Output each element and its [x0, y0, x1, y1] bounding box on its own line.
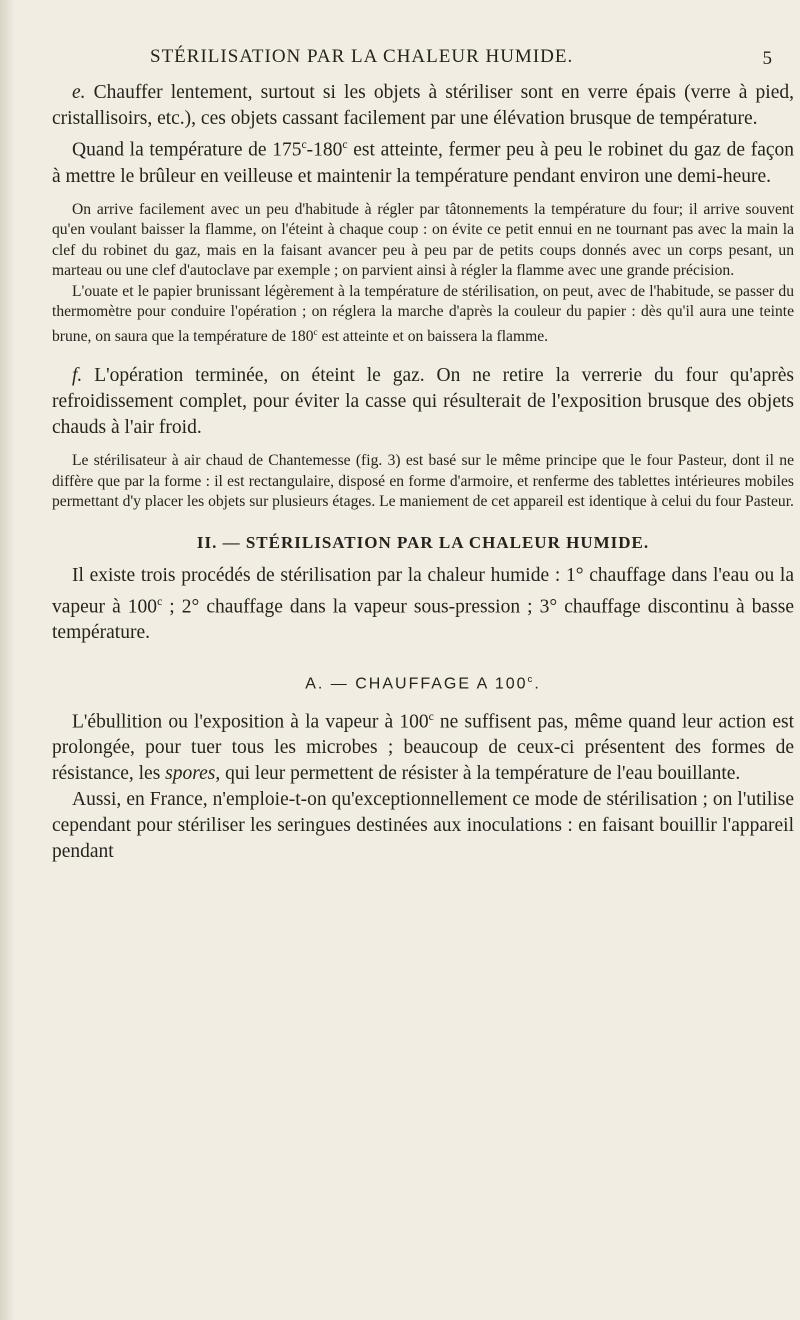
superscript: c: [301, 138, 307, 151]
paragraph-boiling: [52, 704, 794, 788]
superscript: c: [157, 594, 163, 608]
paragraph-f-text: L'opération terminée, on éteint le gaz. On ne retire la verrerie du four qu'après refroidissement complet, pour éviter la casse qui résulterait de l'exposition brusque des objets chauds à l'air froid.: [52, 365, 795, 439]
text-run: , qui leur permettent de résister à la température de l'eau bouillante.: [215, 763, 741, 785]
section-heading: II. — STÉRILISATION PAR LA CHALEUR HUMIDE.: [196, 532, 650, 552]
text-run: Il existe trois procédés de stérilisation par la chaleur humide : 1° chauffage dans l'eau ou la vapeur à 100: [52, 564, 794, 618]
paragraph-e-text: Chauffer lentement, surtout si les objets à stériliser sont en verre épais (verre à pied, cristallisoirs, etc.), ces objets cassant facilement par une élévation brusque de température.: [52, 82, 794, 129]
paragraph-three-methods: [52, 563, 794, 647]
item-label-e: e.: [72, 82, 86, 103]
text-run: est atteinte et on baissera la flamme.: [317, 327, 549, 345]
body-text: [52, 80, 794, 865]
subsection-heading: [52, 674, 794, 693]
text-run: ; 2° chauffage dans la vapeur sous-pression ; 3° chauffage discontinu à basse température.: [52, 596, 794, 644]
superscript: c: [313, 327, 318, 338]
text-run: .: [534, 675, 541, 693]
page-binding-shadow: [0, 0, 14, 1320]
note-chantemesse: Le stérilisateur à air chaud de Chantemesse (fig. 3) est basé sur le même principe que le four Pasteur, dont il ne diffère que par la forme : il est rectangulaire, disposé en forme d'armoire, et renferme des tablettes intérieures mobiles permettant d'y placer les objets sur plusieurs étages. Le maniement de cet appareil est identique à celui du four Pasteur.: [52, 452, 794, 511]
paragraph-e: [52, 80, 794, 132]
running-head: [150, 46, 772, 76]
running-title: STÉRILISATION PAR LA CHALEUR HUMIDE.: [150, 46, 574, 67]
paragraph-f: [52, 363, 794, 441]
superscript: c: [342, 138, 348, 151]
text-run: L'ébullition ou l'exposition à la vapeur à 100: [72, 711, 429, 733]
superscript: c: [527, 674, 535, 686]
text-run: est atteinte, fermer peu à peu le robinet du gaz de façon à mettre le brûleur en veilleuse et maintenir la température pendant environ une demi-heure.: [52, 139, 794, 187]
text-run: -180: [306, 139, 343, 161]
note-paper-color: [52, 282, 794, 348]
text-run: ne suffisent pas, même quand leur action est prolongée, pour tuer tous les microbes ; beaucoup de ceux-ci présentent des formes de résistance, les: [52, 711, 794, 785]
text-run: A. — CHAUFFAGE A 100: [305, 675, 528, 693]
text-run: Quand la température de 175: [72, 139, 302, 161]
paragraph-syringes: Aussi, en France, n'emploie-t-on qu'exceptionnellement ce mode de stérilisation ; on l'utilise cependant pour stériliser les seringues destinées aux inoculations : en faisant bouillir l'appareil pendant: [52, 789, 794, 863]
italic-term: spores: [165, 763, 216, 785]
paragraph-temperature: [52, 132, 794, 190]
superscript: c: [428, 709, 434, 723]
note-flame-regulation: On arrive facilement avec un peu d'habitude à régler par tâtonnements la température du four; il arrive souvent qu'en voulant baisser la flamme, on l'éteint à chaque coup : on évite ce petit ennui en ne tournant pas avec la main la clef du robinet du gaz, mais en la faisant avancer peu à peu par de petits coups donnés avec un corps pesant, un marteau ou une clef d'autoclave par exemple ; on parvient ainsi à régler la flamme avec une grande précision.: [52, 200, 794, 279]
page-number: 5: [762, 48, 772, 69]
text-run: L'ouate et le papier brunissant légèrement à la température de stérilisation, on peut, avec de l'habitude, se passer du thermomètre pour conduire l'opération ; on réglera la marche d'après la couleur du papier : dès qu'il aura une teinte brune, on saura que la température de 180: [52, 282, 794, 345]
item-label-f: f.: [72, 365, 83, 387]
